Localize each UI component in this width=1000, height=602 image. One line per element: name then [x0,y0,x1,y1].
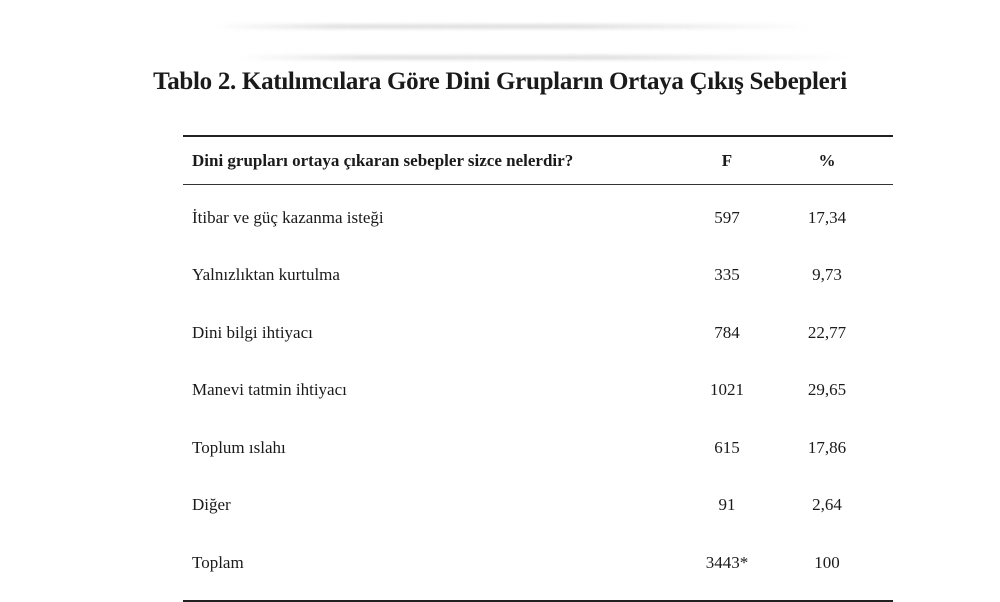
row-percent: 17,34 [807,207,847,227]
row-percent: 2,64 [812,495,842,515]
row-label: Diğer [192,495,231,515]
row-percent: 100 [814,552,840,572]
data-table [183,135,893,602]
row-label: Yalnızlıktan kurtulma [192,265,340,285]
table-row [183,477,893,535]
table-row [183,189,893,247]
table-title: Tablo 2. Katılımcılara Göre Dini Grupların Ortaya Çıkış Sebepleri [153,68,847,95]
row-f: 615 [714,437,740,457]
row-f: 784 [714,322,740,342]
table-row [183,247,893,305]
row-f: 1021 [710,380,744,400]
table-header-row [183,137,893,184]
bleed-through-line [215,24,815,29]
table-row [183,304,893,362]
row-percent: 29,65 [807,380,847,400]
row-label: Toplum ıslahı [192,437,286,457]
row-label: İtibar ve güç kazanma isteği [192,207,384,227]
header-percent: % [818,150,836,170]
table-row [183,362,893,420]
row-f: 597 [714,207,740,227]
header-f: F [721,150,733,170]
table-row [183,419,893,477]
bleed-through-line [240,55,850,60]
header-question: Dini grupları ortaya çıkaran sebepler sizce nelerdir? [192,150,574,170]
row-label: Dini bilgi ihtiyacı [192,322,313,342]
row-f: 335 [714,265,740,285]
table-total-row [183,534,893,592]
row-percent: 17,86 [807,437,847,457]
row-f: 91 [718,495,736,515]
table-header-rule [183,184,893,185]
row-label: Toplam [192,552,244,572]
row-percent: 9,73 [812,265,842,285]
row-label: Manevi tatmin ihtiyacı [192,380,347,400]
row-percent: 22,77 [807,322,847,342]
row-f: 3443* [705,552,749,572]
